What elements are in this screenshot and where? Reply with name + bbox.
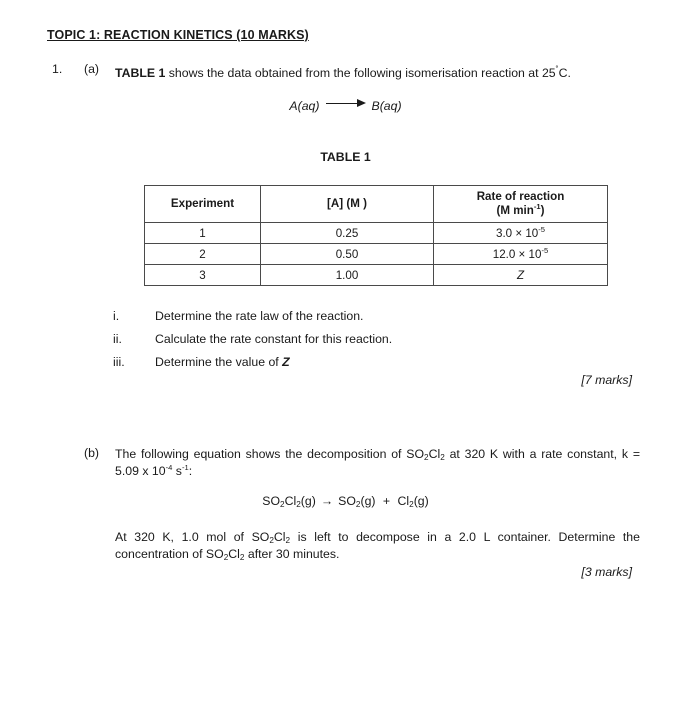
sub-question-text: Calculate the rate constant for this reaction.: [155, 332, 393, 346]
cell-concentration: 0.50: [261, 244, 434, 265]
reaction-reactant: A(aq): [289, 99, 320, 113]
table-row: [145, 244, 608, 265]
part-b-seg-2: Cl: [428, 447, 441, 461]
table-header-row: [145, 186, 608, 223]
part-b2-seg-5: after 30 minutes.: [244, 547, 340, 561]
isomerisation-reaction-equation: [0, 97, 691, 113]
cell-rate-mantissa: 3.0 × 10: [496, 226, 539, 240]
part-a-intro-tail: C.: [558, 66, 571, 80]
cell-concentration: 1.00: [261, 265, 434, 286]
table-row: [145, 223, 608, 244]
subscript-2: 2: [440, 452, 445, 462]
subscript-2: 2: [223, 552, 229, 562]
part-a-label: (a): [84, 62, 100, 76]
rate-constant-exponent: -4: [165, 462, 173, 472]
cell-rate: [434, 244, 608, 265]
part-b2-seg-4: Cl: [228, 547, 240, 561]
sub-question-text: Determine the rate law of the reaction.: [155, 309, 364, 323]
cell-rate-mantissa: 12.0 × 10: [492, 247, 542, 261]
subscript-2: 2: [355, 499, 361, 509]
column-header-rate-unit-suffix: ): [540, 204, 545, 217]
part-a-intro-rest: shows the data obtained from the following isomerisation reaction at 25: [165, 66, 556, 80]
subscript-2: 2: [409, 499, 414, 509]
marks-part-a: [7 marks]: [581, 373, 632, 387]
subscript-2: 2: [280, 499, 285, 509]
subscript-2: 2: [285, 535, 291, 545]
table-reference-bold: TABLE 1: [115, 66, 166, 80]
subscript-2: 2: [269, 535, 274, 545]
subscript-2: 2: [239, 552, 245, 562]
part-b-seg-5: :: [188, 464, 193, 478]
sub-question-numeral: iii.: [113, 355, 125, 369]
cell-rate-unknown: Z: [434, 265, 608, 286]
table-caption: TABLE 1: [320, 150, 371, 164]
sub-question-ii: [113, 330, 593, 353]
cell-experiment: 2: [145, 244, 261, 265]
question-number: 1.: [52, 62, 63, 76]
column-header-rate: [434, 186, 608, 223]
part-b2-seg-1: At 320 K, 1.0 mol of SO: [115, 530, 270, 544]
sub-question-text-prefix: Determine the value of: [155, 355, 283, 369]
degree-symbol: ˚: [555, 65, 559, 75]
sub-question-numeral: i.: [113, 309, 120, 323]
cell-rate-exponent: -5: [541, 245, 549, 255]
sub-question-list: [113, 307, 593, 376]
right-arrow-icon: [326, 97, 366, 109]
part-b-seg-1: The following equation shows the decomposition of SO: [115, 447, 425, 461]
unit-exponent: -1: [181, 462, 189, 472]
column-header-experiment: Experiment: [145, 186, 261, 223]
reaction-product: B(aq): [371, 99, 402, 113]
table-row: [145, 265, 608, 286]
marks-part-b: [3 marks]: [581, 565, 632, 579]
part-b2-seg-3: is left to decompose in a 2.0 L container. Determine the concentration of SO: [115, 530, 640, 561]
part-b2-seg-2: Cl: [273, 530, 286, 544]
column-header-rate-line1: Rate of reaction: [476, 190, 565, 203]
part-a-intro-text: [115, 62, 640, 82]
cell-experiment: 1: [145, 223, 261, 244]
column-header-rate-unit-prefix: (M min: [496, 204, 534, 217]
decomposition-equation: $SO_2Cl_2(g) \to SO_2(g) + Cl_2(g)$: [262, 494, 429, 509]
part-b-paragraph-1: [115, 446, 640, 480]
column-header-rate-unit-exponent: -1: [533, 202, 541, 212]
topic-heading: TOPIC 1: REACTION KINETICS (10 MARKS): [47, 28, 309, 42]
kinetics-data-table: [144, 185, 608, 286]
right-arrow-icon: →: [320, 494, 334, 508]
sub-question-i: [113, 307, 593, 330]
unknown-symbol-z: Z: [282, 355, 290, 369]
column-header-concentration: [A] (M ): [261, 186, 434, 223]
sub-question-text: [155, 353, 290, 371]
cell-concentration: 0.25: [261, 223, 434, 244]
part-b-paragraph-2: [115, 529, 640, 563]
subscript-2: 2: [296, 499, 301, 509]
part-b-seg-4: s: [172, 464, 182, 478]
part-b-seg-3: at 320 K with a rate constant, k = 5.09 x 10: [115, 447, 640, 478]
sub-question-numeral: ii.: [113, 332, 122, 346]
cell-rate-exponent: -5: [538, 224, 545, 234]
cell-experiment: 3: [145, 265, 261, 286]
subscript-2: 2: [424, 452, 429, 462]
part-b-label: (b): [84, 446, 100, 460]
cell-rate: [434, 223, 608, 244]
